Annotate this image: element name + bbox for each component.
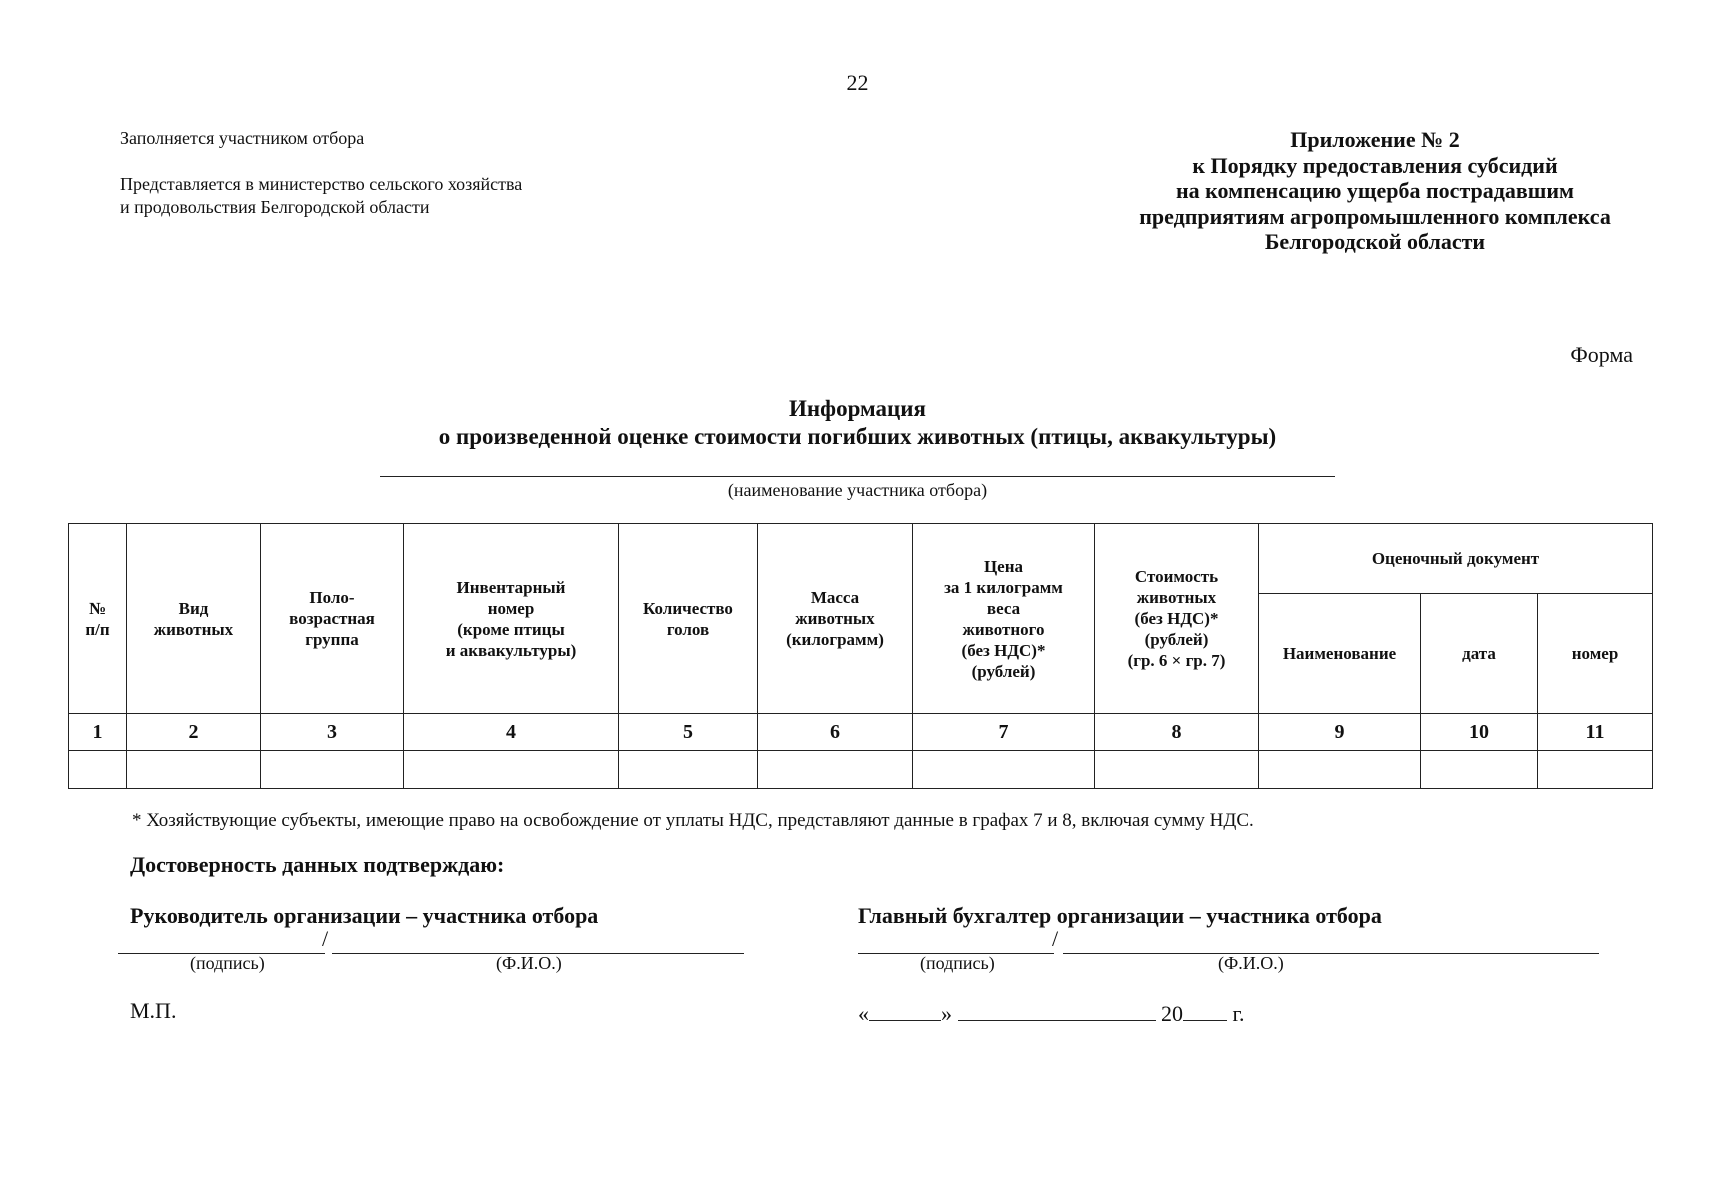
- day-field[interactable]: [869, 1000, 941, 1021]
- column-number: 4: [404, 714, 619, 751]
- head-signature-caption: (подпись): [190, 953, 265, 973]
- vat-footnote: * Хозяйствующие субъекты, имеющие право на освобождение от уплаты НДС, представляют данные в графах 7 и 8, включая сумму НДС.: [132, 810, 1254, 831]
- header-valuation-document: Оценочный документ: [1259, 524, 1653, 594]
- data-cell[interactable]: [1259, 751, 1421, 789]
- month-field[interactable]: [958, 1000, 1156, 1021]
- head-signature-slash: /: [322, 926, 329, 951]
- date-close-quote: »: [941, 1001, 952, 1026]
- submitted-to-line-2: и продовольствия Белгородской области: [120, 197, 430, 217]
- column-number: 5: [619, 714, 758, 751]
- column-number: 6: [758, 714, 913, 751]
- column-number: 2: [127, 714, 261, 751]
- title-line-1: Информация: [789, 396, 926, 421]
- data-cell[interactable]: [913, 751, 1095, 789]
- submitted-to-note: [120, 173, 522, 219]
- year-prefix: 20: [1161, 1001, 1183, 1026]
- data-cell[interactable]: [758, 751, 913, 789]
- column-number: 7: [913, 714, 1095, 751]
- appendix-line-3: на компенсацию ущерба пострадавшим: [1175, 178, 1574, 203]
- submitted-to-line-1: Представляется в министерство сельского хозяйства: [120, 174, 523, 194]
- accountant-name-field[interactable]: [1063, 953, 1599, 954]
- data-cell[interactable]: [404, 751, 619, 789]
- year-field[interactable]: [1183, 1000, 1227, 1021]
- appendix-line-1: Приложение № 2: [1290, 127, 1460, 152]
- accountant-signature-slash: /: [1052, 926, 1059, 951]
- column-number: 11: [1538, 714, 1653, 751]
- appendix-line-5: Белгородской области: [1264, 229, 1486, 254]
- head-name-caption: (Ф.И.О.): [496, 953, 562, 973]
- data-cell[interactable]: [619, 751, 758, 789]
- date-line: [858, 1000, 1245, 1027]
- header-price-per-kg: Цена за 1 килограмм веса животного (без НДС)* (рублей): [913, 524, 1095, 714]
- column-number: 1: [69, 714, 127, 751]
- data-cell[interactable]: [127, 751, 261, 789]
- form-label: Форма: [1570, 342, 1633, 367]
- valuation-table: [68, 523, 1653, 789]
- header-doc-number: номер: [1538, 594, 1653, 714]
- title-line-2: о произведенной оценке стоимости погибших животных (птицы, аквакультуры): [438, 424, 1277, 449]
- column-number: 8: [1095, 714, 1259, 751]
- header-animal-mass: Масса животных (килограмм): [758, 524, 913, 714]
- column-number: 9: [1259, 714, 1421, 751]
- empty-data-row: [69, 751, 1653, 789]
- appendix-header: [1080, 127, 1670, 255]
- stamp-placeholder: М.П.: [130, 998, 177, 1023]
- appendix-line-2: к Порядку предоставления субсидий: [1192, 152, 1558, 178]
- header-animal-kind: Вид животных: [127, 524, 261, 714]
- head-signature-title: Руководитель организации – участника отбора: [130, 903, 599, 928]
- data-cell[interactable]: [1538, 751, 1653, 789]
- header-animal-cost: Стоимость животных (без НДС)* (рублей) (гр. 6 × гр. 7): [1095, 524, 1259, 714]
- accountant-name-caption: (Ф.И.О.): [1218, 953, 1284, 973]
- header-doc-date: дата: [1421, 594, 1538, 714]
- column-number: 10: [1421, 714, 1538, 751]
- data-cell[interactable]: [1421, 751, 1538, 789]
- appendix-line-4: предприятиям агропромышленного комплекса: [1139, 203, 1611, 229]
- participant-name-caption: (наименование участника отбора): [727, 480, 988, 500]
- data-cell[interactable]: [261, 751, 404, 789]
- accountant-signature-caption: (подпись): [920, 953, 995, 973]
- confirmation-heading: Достоверность данных подтверждаю:: [130, 852, 505, 877]
- accountant-signature-title: Главный бухгалтер организации – участника отбора: [858, 903, 1382, 928]
- document-title: [0, 395, 1715, 451]
- header-head-count: Количество голов: [619, 524, 758, 714]
- participant-name-field[interactable]: [380, 476, 1335, 477]
- page-number: 22: [846, 70, 869, 95]
- header-num: № п/п: [69, 524, 127, 714]
- filled-by-note: Заполняется участником отбора: [120, 128, 365, 148]
- header-sex-age-group: Поло- возрастная группа: [261, 524, 404, 714]
- header-inventory-number: Инвентарный номер (кроме птицы и аквакультуры): [404, 524, 619, 714]
- header-doc-name: Наименование: [1259, 594, 1421, 714]
- date-open-quote: «: [858, 1001, 869, 1026]
- data-cell[interactable]: [69, 751, 127, 789]
- year-suffix: г.: [1232, 1001, 1245, 1026]
- column-number-row: [69, 714, 1653, 751]
- data-cell[interactable]: [1095, 751, 1259, 789]
- column-number: 3: [261, 714, 404, 751]
